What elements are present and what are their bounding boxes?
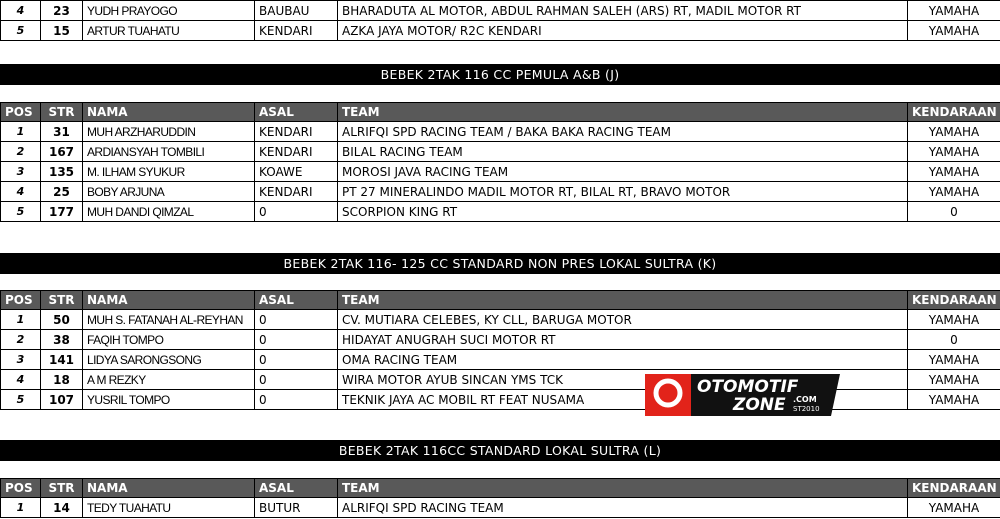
rider-name-cell: YUDH PRAYOGO	[83, 1, 255, 21]
vehicle-cell: YAMAHA	[908, 498, 1000, 518]
results-table-k	[0, 290, 1000, 410]
header-pos: POS	[1, 479, 41, 498]
header-team: TEAM	[338, 291, 908, 310]
header-asal: ASAL	[255, 479, 338, 498]
results-table-previous	[0, 0, 1000, 41]
team-cell: PT 27 MINERALINDO MADIL MOTOR RT, BILAL RT, BRAVO MOTOR	[338, 182, 908, 202]
header-kendaraan: KENDARAAN	[908, 103, 1000, 122]
team-cell: HIDAYAT ANUGRAH SUCI MOTOR RT	[338, 330, 908, 350]
origin-cell: 0	[255, 310, 338, 330]
team-cell: ALRIFQI SPD RACING TEAM	[338, 498, 908, 518]
origin-cell: 0	[255, 390, 338, 410]
vehicle-cell: YAMAHA	[908, 310, 1000, 330]
position-cell: 1	[1, 498, 41, 518]
logo-line1: OTOMOTIF	[697, 377, 799, 397]
table-row	[1, 1, 1000, 21]
header-str: STR	[41, 479, 83, 498]
start-number-cell: 25	[41, 182, 83, 202]
header-asal: ASAL	[255, 103, 338, 122]
header-pos: POS	[1, 103, 41, 122]
team-cell: OMA RACING TEAM	[338, 350, 908, 370]
rider-name-cell: FAQIH TOMPO	[83, 330, 255, 350]
table-row	[1, 142, 1000, 162]
vehicle-cell: YAMAHA	[908, 370, 1000, 390]
start-number-cell: 177	[41, 202, 83, 222]
start-number-cell: 107	[41, 390, 83, 410]
team-cell: AZKA JAYA MOTOR/ R2C KENDARI	[338, 21, 908, 41]
rider-name-cell: M. ILHAM SYUKUR	[83, 162, 255, 182]
position-cell: 2	[1, 142, 41, 162]
header-kendaraan: KENDARAAN	[908, 291, 1000, 310]
table-row	[1, 21, 1000, 41]
table-row	[1, 122, 1000, 142]
section-title-j: BEBEK 2TAK 116 CC PEMULA A&B (J)	[0, 64, 1000, 85]
start-number-cell: 15	[41, 21, 83, 41]
start-number-cell: 141	[41, 350, 83, 370]
origin-cell: BUTUR	[255, 498, 338, 518]
rider-name-cell: MUH S. FATANAH AL-REYHAN	[83, 310, 255, 330]
vehicle-cell: YAMAHA	[908, 21, 1000, 41]
table-row	[1, 182, 1000, 202]
start-number-cell: 14	[41, 498, 83, 518]
section-title-k: BEBEK 2TAK 116- 125 CC STANDARD NON PRES LOKAL SULTRA (K)	[0, 253, 1000, 274]
origin-cell: 0	[255, 370, 338, 390]
rider-name-cell: MUH DANDI QIMZAL	[83, 202, 255, 222]
header-nama: NAMA	[83, 479, 255, 498]
table-header	[1, 103, 1000, 122]
table-row	[1, 390, 1000, 410]
team-cell: TEKNIK JAYA AC MOBIL RT FEAT NUSAMA	[338, 390, 908, 410]
position-cell: 5	[1, 202, 41, 222]
vehicle-cell: YAMAHA	[908, 182, 1000, 202]
header-team: TEAM	[338, 103, 908, 122]
header-str: STR	[41, 103, 83, 122]
results-table-j	[0, 102, 1000, 222]
header-nama: NAMA	[83, 103, 255, 122]
otomotifzone-logo	[645, 374, 840, 416]
origin-cell: 0	[255, 350, 338, 370]
vehicle-cell: YAMAHA	[908, 142, 1000, 162]
vehicle-cell: YAMAHA	[908, 390, 1000, 410]
rider-name-cell: LIDYA SARONGSONG	[83, 350, 255, 370]
position-cell: 4	[1, 370, 41, 390]
origin-cell: KENDARI	[255, 21, 338, 41]
header-asal: ASAL	[255, 291, 338, 310]
team-cell: MOROSI JAVA RACING TEAM	[338, 162, 908, 182]
origin-cell: 0	[255, 202, 338, 222]
team-cell: BHARADUTA AL MOTOR, ABDUL RAHMAN SALEH (ARS) RT, MADIL MOTOR RT	[338, 1, 908, 21]
team-cell: SCORPION KING RT	[338, 202, 908, 222]
vehicle-cell: YAMAHA	[908, 162, 1000, 182]
vehicle-cell: 0	[908, 202, 1000, 222]
position-cell: 1	[1, 310, 41, 330]
origin-cell: BAUBAU	[255, 1, 338, 21]
team-cell: ALRIFQI SPD RACING TEAM / BAKA BAKA RACING TEAM	[338, 122, 908, 142]
origin-cell: KOAWE	[255, 162, 338, 182]
origin-cell: KENDARI	[255, 182, 338, 202]
position-cell: 5	[1, 390, 41, 410]
results-table-l	[0, 478, 1000, 518]
rider-name-cell: A M REZKY	[83, 370, 255, 390]
table-row	[1, 202, 1000, 222]
logo-suffix: .COM	[793, 395, 817, 404]
table-row	[1, 350, 1000, 370]
position-cell: 3	[1, 350, 41, 370]
position-cell: 4	[1, 1, 41, 21]
start-number-cell: 31	[41, 122, 83, 142]
table-row	[1, 162, 1000, 182]
origin-cell: 0	[255, 330, 338, 350]
vehicle-cell: 0	[908, 330, 1000, 350]
rider-name-cell: YUSRIL TOMPO	[83, 390, 255, 410]
header-str: STR	[41, 291, 83, 310]
vehicle-cell: YAMAHA	[908, 1, 1000, 21]
table-header	[1, 479, 1000, 498]
start-number-cell: 18	[41, 370, 83, 390]
position-cell: 4	[1, 182, 41, 202]
start-number-cell: 135	[41, 162, 83, 182]
start-number-cell: 167	[41, 142, 83, 162]
section-title-l: BEBEK 2TAK 116CC STANDARD LOKAL SULTRA (L)	[0, 440, 1000, 461]
team-cell: CV. MUTIARA CELEBES, KY CLL, BARUGA MOTOR	[338, 310, 908, 330]
start-number-cell: 23	[41, 1, 83, 21]
logo-since: ST2010	[793, 405, 820, 413]
header-team: TEAM	[338, 479, 908, 498]
position-cell: 2	[1, 330, 41, 350]
header-nama: NAMA	[83, 291, 255, 310]
origin-cell: KENDARI	[255, 142, 338, 162]
header-pos: POS	[1, 291, 41, 310]
rider-name-cell: MUH ARZHARUDDIN	[83, 122, 255, 142]
start-number-cell: 50	[41, 310, 83, 330]
table-header	[1, 291, 1000, 310]
header-kendaraan: KENDARAAN	[908, 479, 1000, 498]
rider-name-cell: ARTUR TUAHATU	[83, 21, 255, 41]
vehicle-cell: YAMAHA	[908, 350, 1000, 370]
position-cell: 5	[1, 21, 41, 41]
rider-name-cell: TEDY TUAHATU	[83, 498, 255, 518]
table-row	[1, 330, 1000, 350]
vehicle-cell: YAMAHA	[908, 122, 1000, 142]
rider-name-cell: BOBY ARJUNA	[83, 182, 255, 202]
team-cell: BILAL RACING TEAM	[338, 142, 908, 162]
position-cell: 3	[1, 162, 41, 182]
position-cell: 1	[1, 122, 41, 142]
rider-name-cell: ARDIANSYAH TOMBILI	[83, 142, 255, 162]
table-row	[1, 498, 1000, 518]
table-row	[1, 310, 1000, 330]
team-cell: WIRA MOTOR AYUB SINCAN YMS TCK	[338, 370, 908, 390]
logo-line2: ZONE	[733, 395, 786, 415]
origin-cell: KENDARI	[255, 122, 338, 142]
table-row	[1, 370, 1000, 390]
start-number-cell: 38	[41, 330, 83, 350]
